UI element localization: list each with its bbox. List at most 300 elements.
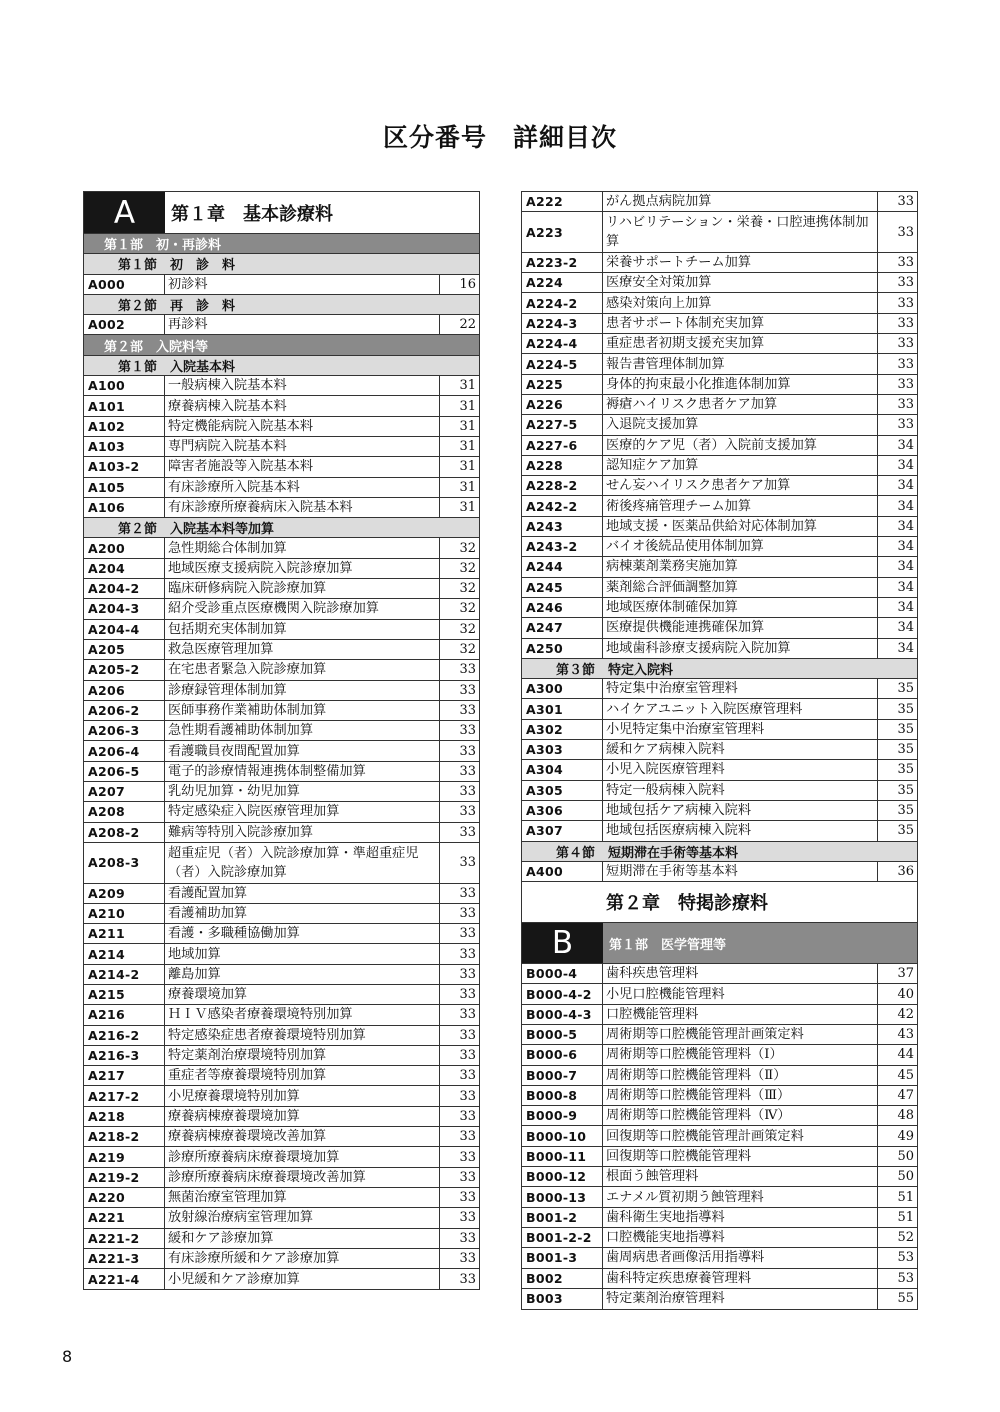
toc-row[interactable] (84, 802, 479, 822)
item-code: A243 (522, 517, 603, 536)
toc-row[interactable] (84, 457, 479, 477)
item-page-number: 32 (459, 621, 476, 637)
toc-row[interactable] (84, 1188, 479, 1208)
item-name: 周術期等口腔機能管理料（Ⅳ） (603, 1106, 878, 1125)
item-code: A306 (522, 801, 603, 820)
toc-row[interactable] (522, 720, 917, 740)
item-name: 歯科特定疾患療養管理料 (603, 1269, 878, 1288)
item-name: 急性期総合体制加算 (165, 538, 440, 557)
item-name: 有床診療所緩和ケア診療加算 (165, 1249, 440, 1268)
item-page-number: 33 (459, 987, 476, 1003)
item-code: B000-11 (522, 1147, 603, 1166)
toc-row[interactable] (522, 253, 917, 273)
toc-row[interactable] (522, 699, 917, 719)
item-code: A221-2 (84, 1229, 165, 1248)
item-page-number: 33 (459, 1068, 476, 1084)
toc-row[interactable] (522, 639, 917, 659)
item-name: 放射線治療病室管理加算 (165, 1208, 440, 1227)
item-page-number: 31 (459, 378, 476, 394)
item-page-number: 33 (459, 1007, 476, 1023)
item-name: 歯科衛生実地指導料 (603, 1208, 878, 1227)
item-page-number: 52 (897, 1230, 914, 1246)
item-code: A214-2 (84, 965, 165, 984)
item-page-number: 33 (459, 926, 476, 942)
item-name: 初診料 (165, 275, 440, 294)
item-page-number: 31 (459, 479, 476, 495)
item-code: A226 (522, 395, 603, 414)
toc-row[interactable] (84, 843, 479, 884)
item-page-number: 49 (897, 1128, 914, 1144)
toc-row[interactable] (84, 620, 479, 640)
toc-row[interactable] (522, 395, 917, 415)
item-page-number: 33 (459, 743, 476, 759)
item-name: 歯科疾患管理料 (603, 964, 878, 983)
item-page-number: 33 (459, 1271, 476, 1287)
item-code: A219-2 (84, 1168, 165, 1187)
toc-row[interactable] (84, 640, 479, 660)
item-page-number: 34 (897, 458, 914, 473)
item-name: 回復期等口腔機能管理計画策定料 (603, 1126, 878, 1145)
item-page-number: 35 (897, 803, 914, 819)
item-code: A221-4 (84, 1269, 165, 1289)
toc-row[interactable] (522, 293, 917, 313)
item-code: A206-4 (84, 741, 165, 760)
item-name: 入退院支援加算 (603, 415, 878, 434)
toc-row[interactable] (522, 781, 917, 801)
item-code: A204-3 (84, 599, 165, 618)
item-name: 地域加算 (165, 944, 440, 963)
item-code: A228-2 (522, 476, 603, 495)
item-code: A216 (84, 1005, 165, 1024)
item-page-number: 33 (459, 946, 476, 962)
item-page-number: 32 (459, 560, 476, 576)
item-code: A216-3 (84, 1046, 165, 1065)
item-code: B000-4-2 (522, 984, 603, 1003)
toc-column-left (83, 191, 480, 1290)
toc-row[interactable] (84, 559, 479, 579)
toc-row[interactable] (522, 740, 917, 760)
item-code: B000-12 (522, 1167, 603, 1186)
toc-row[interactable] (522, 375, 917, 395)
toc-row[interactable] (84, 275, 479, 295)
toc-row[interactable] (84, 741, 479, 761)
item-page-number: 33 (459, 723, 476, 739)
toc-row[interactable] (522, 517, 917, 537)
toc-row[interactable] (84, 1107, 479, 1127)
item-name: 地域医療支援病院入院診療加算 (165, 559, 440, 578)
toc-row[interactable] (522, 476, 917, 496)
item-page-number: 35 (897, 782, 914, 798)
toc-row[interactable] (84, 1168, 479, 1188)
item-code: A225 (522, 375, 603, 394)
toc-row[interactable] (522, 1126, 917, 1146)
item-page-number: 33 (459, 855, 476, 871)
toc-row[interactable] (522, 1248, 917, 1268)
item-code: A103 (84, 437, 165, 456)
item-name: 再診料 (165, 315, 440, 334)
item-name: 医療的ケア児（者）入院前支援加算 (603, 436, 878, 455)
item-code: B003 (522, 1289, 603, 1309)
toc-row[interactable] (522, 1005, 917, 1025)
item-code: A227-5 (522, 415, 603, 434)
toc-list-right (522, 192, 917, 1309)
item-name: 診療所療養病床療養環境改善加算 (165, 1168, 440, 1187)
item-page-number: 33 (459, 1088, 476, 1104)
toc-row[interactable] (522, 801, 917, 821)
item-page-number: 33 (459, 662, 476, 678)
item-name: がん拠点病院加算 (603, 192, 878, 211)
item-page-number: 34 (897, 579, 914, 595)
item-page-number: 51 (897, 1189, 914, 1205)
toc-row[interactable] (84, 762, 479, 782)
toc-row[interactable] (84, 904, 479, 924)
item-name: 地域歯科診療支援病院入院加算 (603, 639, 878, 658)
toc-column-right (521, 191, 918, 1310)
item-name: 看護補助加算 (165, 904, 440, 923)
item-name: 診療録管理体制加算 (165, 681, 440, 700)
item-page-number: 34 (897, 498, 914, 514)
item-code: A217-2 (84, 1086, 165, 1105)
item-code: B002 (522, 1269, 603, 1288)
toc-row[interactable] (84, 417, 479, 437)
item-code: A227-6 (522, 436, 603, 455)
toc-row[interactable] (84, 538, 479, 558)
item-code: A220 (84, 1188, 165, 1207)
item-page-number: 33 (459, 1129, 476, 1145)
toc-row[interactable] (522, 436, 917, 456)
item-name: 小児緩和ケア診療加算 (165, 1269, 440, 1289)
item-page-number: 34 (897, 518, 914, 534)
item-name: 地域支援・医薬品供給対応体制加算 (603, 517, 878, 536)
item-code: A242-2 (522, 496, 603, 515)
item-page-number: 33 (459, 1210, 476, 1226)
toc-row[interactable] (522, 415, 917, 435)
item-code: A300 (522, 679, 603, 698)
section-header: 第１節 入院基本料 (84, 356, 479, 376)
toc-row[interactable] (522, 1066, 917, 1086)
item-name: ＨＩＶ感染者療養環境特別加算 (165, 1005, 440, 1024)
item-name: ハイケアユニット入院医療管理料 (603, 699, 878, 718)
toc-row[interactable] (84, 315, 479, 335)
item-name: 緩和ケア診療加算 (165, 1229, 440, 1248)
toc-row[interactable] (84, 782, 479, 802)
item-page-number: 33 (459, 885, 476, 901)
item-name: 療養病棟療養環境加算 (165, 1107, 440, 1126)
item-code: A103-2 (84, 457, 165, 476)
item-code: A000 (84, 275, 165, 294)
item-code: A222 (522, 192, 603, 211)
item-code: A204 (84, 559, 165, 578)
item-name: 療養病棟入院基本料 (165, 396, 440, 415)
toc-row[interactable] (522, 1045, 917, 1065)
item-code: B000-13 (522, 1187, 603, 1206)
item-page-number: 33 (459, 905, 476, 921)
item-name: 難病等特別入院診療加算 (165, 823, 440, 842)
toc-row[interactable] (84, 478, 479, 498)
item-name: 地域包括ケア病棟入院料 (603, 801, 878, 820)
item-code: A208-3 (84, 843, 165, 883)
toc-row[interactable] (84, 1066, 479, 1086)
item-code: A215 (84, 985, 165, 1004)
item-page-number: 51 (897, 1209, 914, 1225)
item-page-number: 33 (897, 255, 914, 271)
part-header: 第１部 医学管理等 (603, 923, 917, 963)
item-page-number: 33 (897, 376, 914, 392)
toc-row[interactable] (84, 396, 479, 416)
toc-row[interactable] (84, 376, 479, 396)
toc-row[interactable] (522, 1086, 917, 1106)
item-page-number: 32 (459, 642, 476, 658)
toc-row[interactable] (84, 599, 479, 619)
item-page-number: 33 (897, 194, 914, 210)
toc-row[interactable] (522, 862, 917, 882)
item-code: B001-2 (522, 1208, 603, 1227)
item-name: 医療提供機能連携確保加算 (603, 618, 878, 637)
chapter-header (522, 923, 917, 964)
item-name: 根面う蝕管理料 (603, 1167, 878, 1186)
item-code: B000-9 (522, 1106, 603, 1125)
toc-row[interactable] (522, 821, 917, 841)
item-page-number: 33 (459, 804, 476, 820)
item-name: 周術期等口腔機能管理料（Ⅲ） (603, 1086, 878, 1105)
item-code: A305 (522, 781, 603, 800)
toc-row[interactable] (522, 1289, 917, 1309)
toc-row[interactable] (84, 985, 479, 1005)
item-page-number: 31 (459, 500, 476, 515)
toc-row[interactable] (84, 1208, 479, 1228)
item-code: A244 (522, 557, 603, 576)
item-name: 診療所療養病床療養環境加算 (165, 1147, 440, 1166)
item-name: 緩和ケア病棟入院料 (603, 740, 878, 759)
item-page-number: 33 (897, 224, 914, 240)
item-page-number: 31 (459, 439, 476, 455)
item-name: 有床診療所療養病床入院基本料 (165, 498, 440, 517)
item-code: A208 (84, 802, 165, 821)
toc-row[interactable] (84, 884, 479, 904)
item-page-number: 34 (897, 559, 914, 575)
item-code: A205 (84, 640, 165, 659)
section-header: 第３節 特定入院料 (522, 659, 917, 679)
item-page-number: 33 (459, 1149, 476, 1165)
item-code: A243-2 (522, 537, 603, 556)
item-name: 特定薬剤治療環境特別加算 (165, 1046, 440, 1065)
item-page-number: 42 (897, 1006, 914, 1022)
toc-row[interactable] (522, 1167, 917, 1187)
item-name: 療養環境加算 (165, 985, 440, 1004)
toc-row[interactable] (84, 437, 479, 457)
toc-row[interactable] (84, 1046, 479, 1066)
toc-row[interactable] (84, 1005, 479, 1025)
toc-row[interactable] (84, 1249, 479, 1269)
item-code: A307 (522, 821, 603, 840)
item-code: A211 (84, 924, 165, 943)
item-page-number: 34 (897, 437, 914, 453)
item-code: A206-2 (84, 701, 165, 720)
item-name: 看護配置加算 (165, 884, 440, 903)
item-name: 紹介受診重点医療機関入院診療加算 (165, 599, 440, 618)
toc-row[interactable] (522, 618, 917, 638)
section-header: 第２節 再 診 料 (84, 295, 479, 315)
toc-row[interactable] (522, 760, 917, 780)
item-page-number: 53 (897, 1250, 914, 1266)
item-name: 特定感染症患者療養環境特別加算 (165, 1026, 440, 1045)
toc-row[interactable] (522, 1147, 917, 1167)
item-page-number: 33 (459, 1108, 476, 1124)
item-code: A101 (84, 396, 165, 415)
item-name: 特定薬剤治療管理料 (603, 1289, 878, 1309)
item-code: A224-4 (522, 334, 603, 353)
item-name: 小児特定集中治療室管理料 (603, 720, 878, 739)
toc-row[interactable] (84, 1229, 479, 1249)
item-code: A100 (84, 376, 165, 395)
toc-row[interactable] (84, 681, 479, 701)
item-name: 有床診療所入院基本料 (165, 478, 440, 497)
toc-row[interactable] (84, 1147, 479, 1167)
toc-row[interactable] (84, 1269, 479, 1289)
item-code: A247 (522, 618, 603, 637)
item-name: 褥瘡ハイリスク患者ケア加算 (603, 395, 878, 414)
toc-row[interactable] (84, 965, 479, 985)
item-name: 身体的拘束最小化推進体制加算 (603, 375, 878, 394)
item-code: A245 (522, 578, 603, 597)
toc-row[interactable] (84, 823, 479, 843)
toc-row[interactable] (84, 660, 479, 680)
page-title: 区分番号 詳細目次 (382, 123, 617, 152)
chapter-header (84, 192, 479, 234)
item-page-number: 55 (897, 1291, 914, 1307)
item-page-number: 34 (897, 620, 914, 636)
item-page-number: 31 (459, 418, 476, 434)
toc-row[interactable] (522, 334, 917, 354)
item-page-number: 33 (459, 784, 476, 800)
toc-row[interactable] (84, 1086, 479, 1106)
item-name: 回復期等口腔機能管理料 (603, 1147, 878, 1166)
toc-row[interactable] (84, 701, 479, 721)
toc-row[interactable] (522, 354, 917, 374)
toc-row[interactable] (522, 456, 917, 476)
toc-row[interactable] (522, 1269, 917, 1289)
toc-row[interactable] (84, 1026, 479, 1046)
item-page-number: 44 (897, 1047, 914, 1063)
toc-row[interactable] (522, 1025, 917, 1045)
toc-row[interactable] (522, 192, 917, 212)
page-number: 8 (62, 1347, 73, 1366)
item-code: A218 (84, 1107, 165, 1126)
item-page-number: 33 (459, 702, 476, 718)
item-code: A223-2 (522, 253, 603, 272)
item-code: A224-3 (522, 314, 603, 333)
toc-row[interactable] (522, 578, 917, 598)
chapter-letter: A (84, 192, 165, 233)
toc-row[interactable] (522, 984, 917, 1004)
toc-list-left (84, 234, 479, 1289)
toc-row[interactable] (84, 498, 479, 518)
item-name: 療養病棟療養環境改善加算 (165, 1127, 440, 1146)
item-page-number: 33 (459, 1230, 476, 1246)
item-code: A206 (84, 681, 165, 700)
item-name: 特定集中治療室管理料 (603, 679, 878, 698)
item-name: 小児入院医療管理料 (603, 760, 878, 779)
item-name: 認知症ケア加算 (603, 456, 878, 475)
item-code: A102 (84, 417, 165, 436)
toc-row[interactable] (84, 924, 479, 944)
item-code: A217 (84, 1066, 165, 1085)
item-code: B000-6 (522, 1045, 603, 1064)
item-name: 短期滞在手術等基本料 (603, 862, 878, 881)
toc-row[interactable] (522, 964, 917, 984)
item-code: A204-2 (84, 579, 165, 598)
item-page-number: 22 (459, 317, 476, 333)
toc-row[interactable] (84, 579, 479, 599)
item-name: 一般病棟入院基本料 (165, 376, 440, 395)
item-name: 周術期等口腔機能管理計画策定料 (603, 1025, 878, 1044)
item-page-number: 32 (459, 540, 476, 556)
item-code: B001-3 (522, 1248, 603, 1267)
item-name: 重症者等療養環境特別加算 (165, 1066, 440, 1085)
item-name: 特定機能病院入院基本料 (165, 417, 440, 436)
toc-row[interactable] (522, 212, 917, 253)
item-name: 患者サポート体制充実加算 (603, 314, 878, 333)
toc-row[interactable] (522, 557, 917, 577)
item-page-number: 37 (897, 966, 914, 982)
toc-row[interactable] (84, 1127, 479, 1147)
item-code: A224-5 (522, 354, 603, 373)
toc-row[interactable] (84, 944, 479, 964)
item-code: A221-3 (84, 1249, 165, 1268)
item-page-number: 34 (897, 539, 914, 555)
toc-row[interactable] (522, 679, 917, 699)
item-code: B000-7 (522, 1066, 603, 1085)
toc-row[interactable] (522, 273, 917, 293)
item-page-number: 33 (459, 1169, 476, 1185)
chapter-title: 第１章 基本診療料 (171, 203, 333, 225)
item-name: 超重症児（者）入院診療加算・準超重症児（者）入院診療加算 (165, 843, 440, 883)
toc-row[interactable] (522, 1106, 917, 1126)
item-page-number: 33 (459, 1250, 476, 1266)
item-page-number: 31 (459, 398, 476, 414)
item-name: 障害者施設等入院基本料 (165, 457, 440, 476)
item-code: A205-2 (84, 660, 165, 679)
toc-row[interactable] (522, 1208, 917, 1228)
item-code: A302 (522, 720, 603, 739)
toc-row[interactable] (522, 1187, 917, 1207)
item-page-number: 33 (459, 824, 476, 840)
toc-row[interactable] (522, 598, 917, 618)
item-name: 口腔機能管理料 (603, 1005, 878, 1024)
section-header: 第４節 短期滞在手術等基本料 (522, 842, 917, 862)
item-name: 小児口腔機能管理料 (603, 984, 878, 1003)
item-page-number: 45 (897, 1067, 914, 1083)
item-name: 医療安全対策加算 (603, 273, 878, 292)
item-name: 病棟薬剤業務実施加算 (603, 557, 878, 576)
item-name: 乳幼児加算・幼児加算 (165, 782, 440, 801)
toc-row[interactable] (84, 721, 479, 741)
item-code: A210 (84, 904, 165, 923)
item-page-number: 35 (897, 701, 914, 717)
toc-row[interactable] (522, 537, 917, 557)
toc-row[interactable] (522, 1228, 917, 1248)
item-code: A303 (522, 740, 603, 759)
item-page-number: 36 (897, 863, 914, 879)
item-code: A224 (522, 273, 603, 292)
item-page-number: 35 (897, 762, 914, 778)
toc-row[interactable] (522, 496, 917, 516)
item-page-number: 34 (897, 640, 914, 656)
item-name: 重症患者初期支援充実加算 (603, 334, 878, 353)
item-page-number: 35 (897, 823, 914, 839)
toc-row[interactable] (522, 314, 917, 334)
chapter-letter: B (522, 923, 603, 963)
